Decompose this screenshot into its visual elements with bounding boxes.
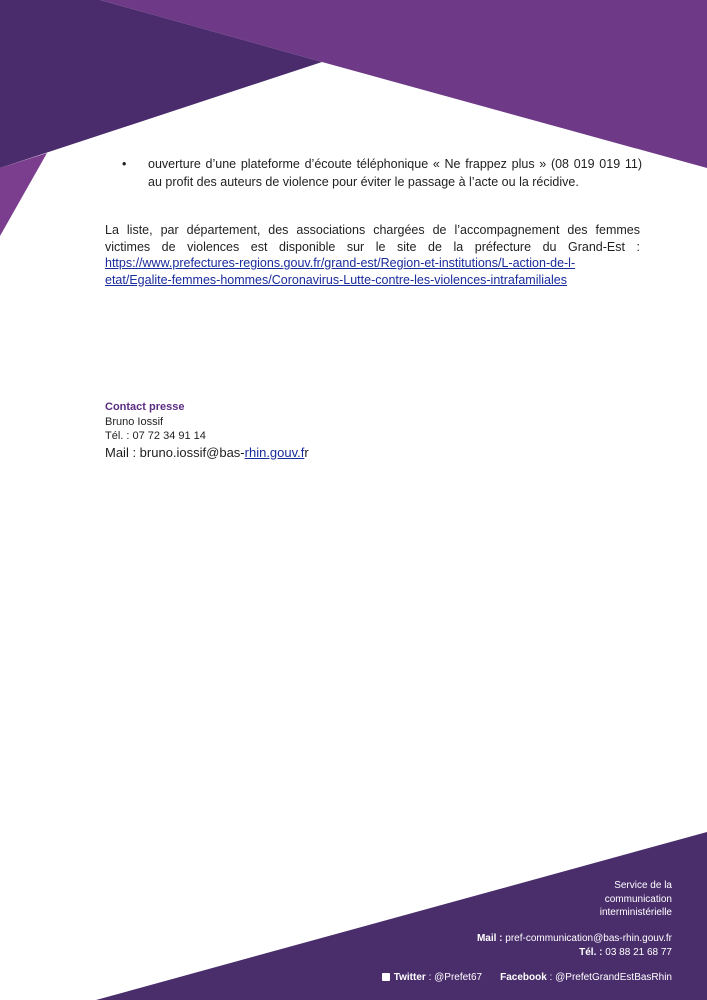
contact-title: Contact presse xyxy=(105,401,185,413)
contact-mail-prefix: Mail : bruno.iossif@bas- xyxy=(105,444,245,460)
footer-twitter-value[interactable]: : @Prefet67 xyxy=(425,972,483,983)
press-contact xyxy=(105,400,405,462)
associations-paragraph xyxy=(105,222,640,288)
contact-mail xyxy=(105,444,405,462)
bullet-symbol: • xyxy=(122,157,127,171)
footer-service-line2: communication xyxy=(604,893,672,905)
footer-contact xyxy=(352,932,672,959)
contact-mail-suffix: r xyxy=(304,444,309,460)
footer-social xyxy=(252,971,672,985)
footer-tel xyxy=(352,946,672,960)
footer-facebook-label: Facebook xyxy=(500,972,547,983)
contact-mail-link[interactable]: rhin.gouv.f xyxy=(244,444,305,460)
footer-service xyxy=(352,879,672,920)
footer-service-line1: Service de la xyxy=(614,880,672,891)
prefecture-link[interactable]: https://www.prefectures-regions.gouv.fr/grand-est/Region-et-institutions/L-action-de-l-etat/Egalite-femmes-hommes/Coronavirus-Lutte-contre-les-violences-intrafamiliales xyxy=(105,256,576,287)
footer-facebook-value[interactable]: : @PrefetGrandEstBasRhin xyxy=(546,972,672,983)
footer-mail-label: Mail : xyxy=(476,933,503,944)
footer-mail-value[interactable]: pref-communication@bas-rhin.gouv.fr xyxy=(502,933,672,944)
bullet-item xyxy=(122,155,642,191)
contact-phone: Tél. : 07 72 34 91 14 xyxy=(105,430,206,442)
footer-tel-value: 03 88 21 68 77 xyxy=(602,946,672,958)
footer-tel-label: Tél. : xyxy=(579,946,603,958)
contact-name: Bruno Iossif xyxy=(105,415,164,428)
bullet-text: ouverture d’une plateforme d’écoute téléphonique « Ne frappez plus » (08 019 019 11) au profit des auteurs de violence pour éviter le passage à l’acte ou la récidive. xyxy=(148,157,642,189)
footer-service-line3: interministérielle xyxy=(599,907,672,918)
footer-mail xyxy=(352,932,672,946)
footer-twitter-label: Twitter xyxy=(393,972,426,983)
twitter-icon xyxy=(382,973,390,981)
paragraph-text: La liste, par département, des associations chargées de l’accompagnement des femmes victimes de violences est disponible sur le site de la préfecture du Grand-Est : xyxy=(105,223,640,254)
